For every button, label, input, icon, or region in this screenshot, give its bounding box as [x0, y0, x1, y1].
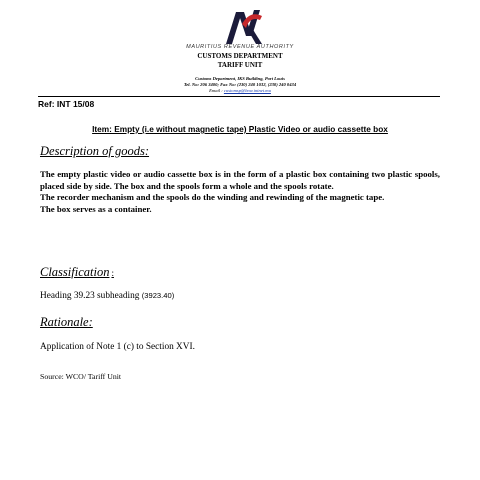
address-line: Customs Department, IKS Building, Port Louis — [195, 76, 285, 81]
description-body — [40, 169, 440, 215]
classification-heading-row — [40, 265, 114, 280]
email-line — [0, 88, 480, 93]
reference-number: Ref: INT 15/08 — [38, 99, 95, 109]
description-paragraph: The box serves as a container. — [40, 203, 152, 214]
description-paragraph: The recorder mechanism and the spools do the winding and rewinding of the magnetic tape. — [40, 192, 385, 203]
classification-colon: : — [111, 268, 114, 278]
rationale-heading: Rationale: — [40, 315, 93, 329]
description-paragraph: The empty plastic video or audio cassette box is in the form of a plastic box containing two plastic spools, placed side by side. The box and the spools form a whole and the spools rotate. — [40, 169, 440, 191]
classification-heading: Classification — [40, 265, 110, 279]
classification-text — [40, 291, 174, 301]
email-label: Email : — [209, 88, 224, 93]
item-title: Item: Empty (i.e without magnetic tape) Plastic Video or audio cassette box — [92, 124, 388, 134]
email-link[interactable]: customsp@bow.intnet.mu — [223, 88, 271, 93]
rationale-text: Application of Note 1 (c) to Section XVI. — [40, 342, 195, 352]
description-heading: Description of goods: — [40, 144, 150, 158]
classification-heading-number: Heading 39.23 subheading — [40, 291, 142, 301]
department-name: CUSTOMS DEPARTMENT — [197, 52, 283, 60]
organisation-name: MAURITIUS REVENUE AUTHORITY — [186, 44, 294, 50]
mra-logo-icon — [222, 6, 266, 46]
phone-fax-line: Tel. No: 206 3400; Fax No: (230) 240 1032, (230) 240 0434 — [183, 82, 297, 87]
subheading-code: (3923.40) — [141, 291, 175, 300]
header-divider — [38, 96, 440, 97]
source-line: Source: WCO/ Tariff Unit — [40, 372, 122, 381]
unit-name: TARIFF UNIT — [217, 61, 263, 69]
